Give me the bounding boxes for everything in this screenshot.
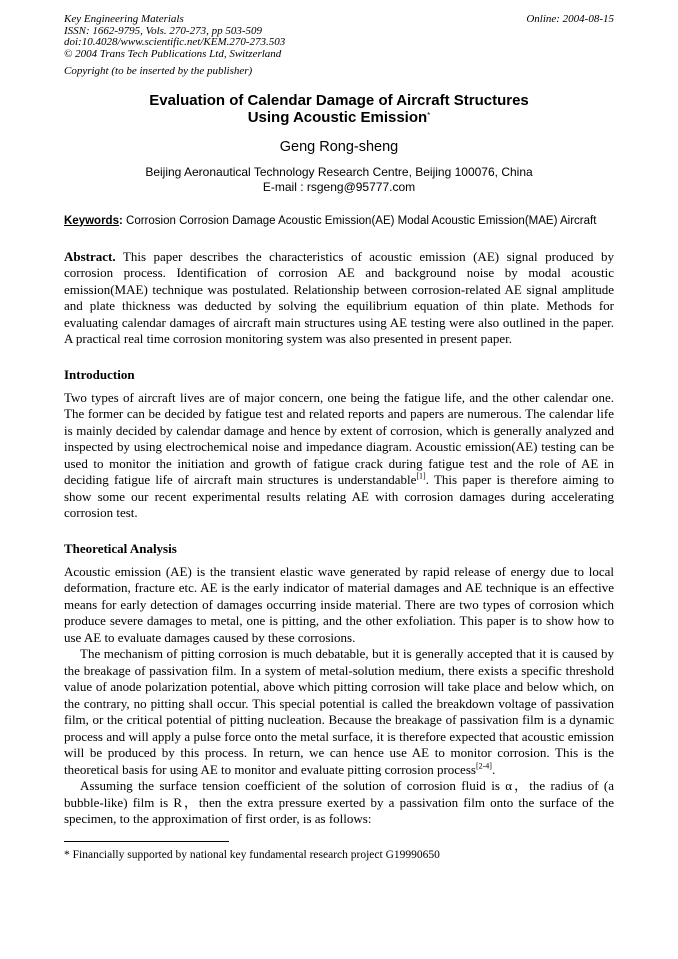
copyright-note: Copyright (to be inserted by the publisher) — [64, 65, 253, 77]
email: E-mail : rsgeng@95777.com — [262, 179, 416, 194]
citation-ref: [1] — [416, 471, 426, 481]
footnote: * Financially supported by national key fundamental research project G19990650 — [64, 848, 440, 861]
issn-line: ISSN: 1662-9795, Vols. 270-273, pp 503-509 — [64, 24, 262, 37]
doi-line: doi:10.4028/www.scientific.net/KEM.270-273.503 — [64, 36, 286, 48]
journal-header — [64, 14, 614, 78]
title-footnote-mark: * — [427, 110, 431, 120]
abstract-label: Abstract. — [64, 248, 116, 264]
theory-paragraph-1: Acoustic emission (AE) is the transient elastic wave generated by rapid release of energy due to local deformation, fracture etc. AE is the early indicator of material damages and AE technique is an effective means for early detection of damages occurring inside material. There are two types of corrosion which produce severe damages to metal, one is pitting, and the other exfoliation. This paper is to show how to use AE to evaluate damages caused by these corrosions. — [64, 563, 614, 645]
section-heading-introduction: Introduction — [64, 366, 135, 382]
journal-name: Key Engineering Materials — [64, 13, 184, 25]
online-date: Online: 2004-08-15 — [526, 13, 614, 25]
title-line-2-text: Using Acoustic Emission — [247, 108, 428, 126]
citation-ref: [2-4] — [475, 761, 492, 771]
theory-paragraph-2-end: . — [491, 761, 496, 777]
publisher-line: © 2004 Trans Tech Publications Ltd, Switzerland — [64, 47, 282, 60]
theory-paragraph-3: Assuming the surface tension coefficient of the solution of corrosion fluid is α，the radius of (a bubble-like) film is R，then the extra pressure exerted by a passivation film onto the surface of the specimen, to the approximation of first order, is as follows: — [64, 778, 614, 826]
keywords — [64, 214, 614, 229]
section-heading-theoretical-analysis: Theoretical Analysis — [64, 540, 177, 556]
introduction-paragraph — [64, 390, 614, 522]
title-line-1: Evaluation of Calendar Damage of Aircraft Structures — [149, 91, 529, 109]
theory-paragraph-2-text: The mechanism of pitting corrosion is much debatable, but it is generally accepted that it is caused by the breakage of passivation film. In a system of metal-solution medium, there exists a specific threshold value of anode polarization potential, above which pitting corrosion will take place and below which, on the contrary, no pitting shall occur. This special potential is called the breakdown voltage of passivation film, or the critical potential of pitting nucleation. Because the breakage of passivation film is a dynamic process and will apply a pulse force onto the metal surface, it is therefore expected that acoustic emission will be produced by this process. In return, we can hence use AE to monitor corrosion. This is the theoretical basis for using AE to monitor and evaluate pitting corrosion process — [64, 646, 614, 777]
affiliation — [64, 165, 614, 195]
introduction-text-end: . This paper is therefore aiming to show some our recent experimental results relating AE with corrosion damages during accelerating corrosion test. — [64, 472, 614, 520]
introduction-text: Two types of aircraft lives are of major concern, one being the fatigue life, and the other calendar one. The former can be decided by fatigue test and related reports and papers are numerous. The calendar life is mainly decided by calendar damage and hence by extent of corrosion, which is generally analyzed and inspected by using electrochemical noise and impedance diagram. Acoustic emission(AE) testing can be used to monitor the initiation and growth of fatigue crack during fatigue test and the role of AE in deciding fatigue life of aircraft main structures is understandable — [64, 389, 614, 487]
abstract — [64, 249, 614, 348]
title-line-2 — [64, 109, 614, 126]
theory-paragraph-2 — [64, 646, 614, 778]
paper-title — [64, 92, 614, 126]
keywords-text: Corrosion Corrosion Damage Acoustic Emission(AE) Modal Acoustic Emission(MAE) Aircraft — [126, 214, 597, 227]
abstract-text: This paper describes the characteristics of acoustic emission (AE) signal produced by corrosion process. Identification of corrosion AE and background noise by modal acoustic emission(MAE) technique was postulated. Relationship between corrosion-related AE signal amplitude and plate thickness was deducted by solving the equilibrium equation of thin plate. Methods for evaluating calendar damages of aircraft main structures using AE testing were also outlined in the paper. A practical real time corrosion monitoring system was also presented in present paper. — [64, 248, 614, 346]
keywords-label: Keywords — [64, 214, 119, 227]
author-name: Geng Rong-sheng — [279, 138, 399, 155]
footnote-divider — [64, 841, 229, 842]
page — [64, 14, 614, 862]
keywords-colon: : — [118, 214, 123, 227]
institution: Beijing Aeronautical Technology Research Centre, Beijing 100076, China — [145, 164, 533, 179]
